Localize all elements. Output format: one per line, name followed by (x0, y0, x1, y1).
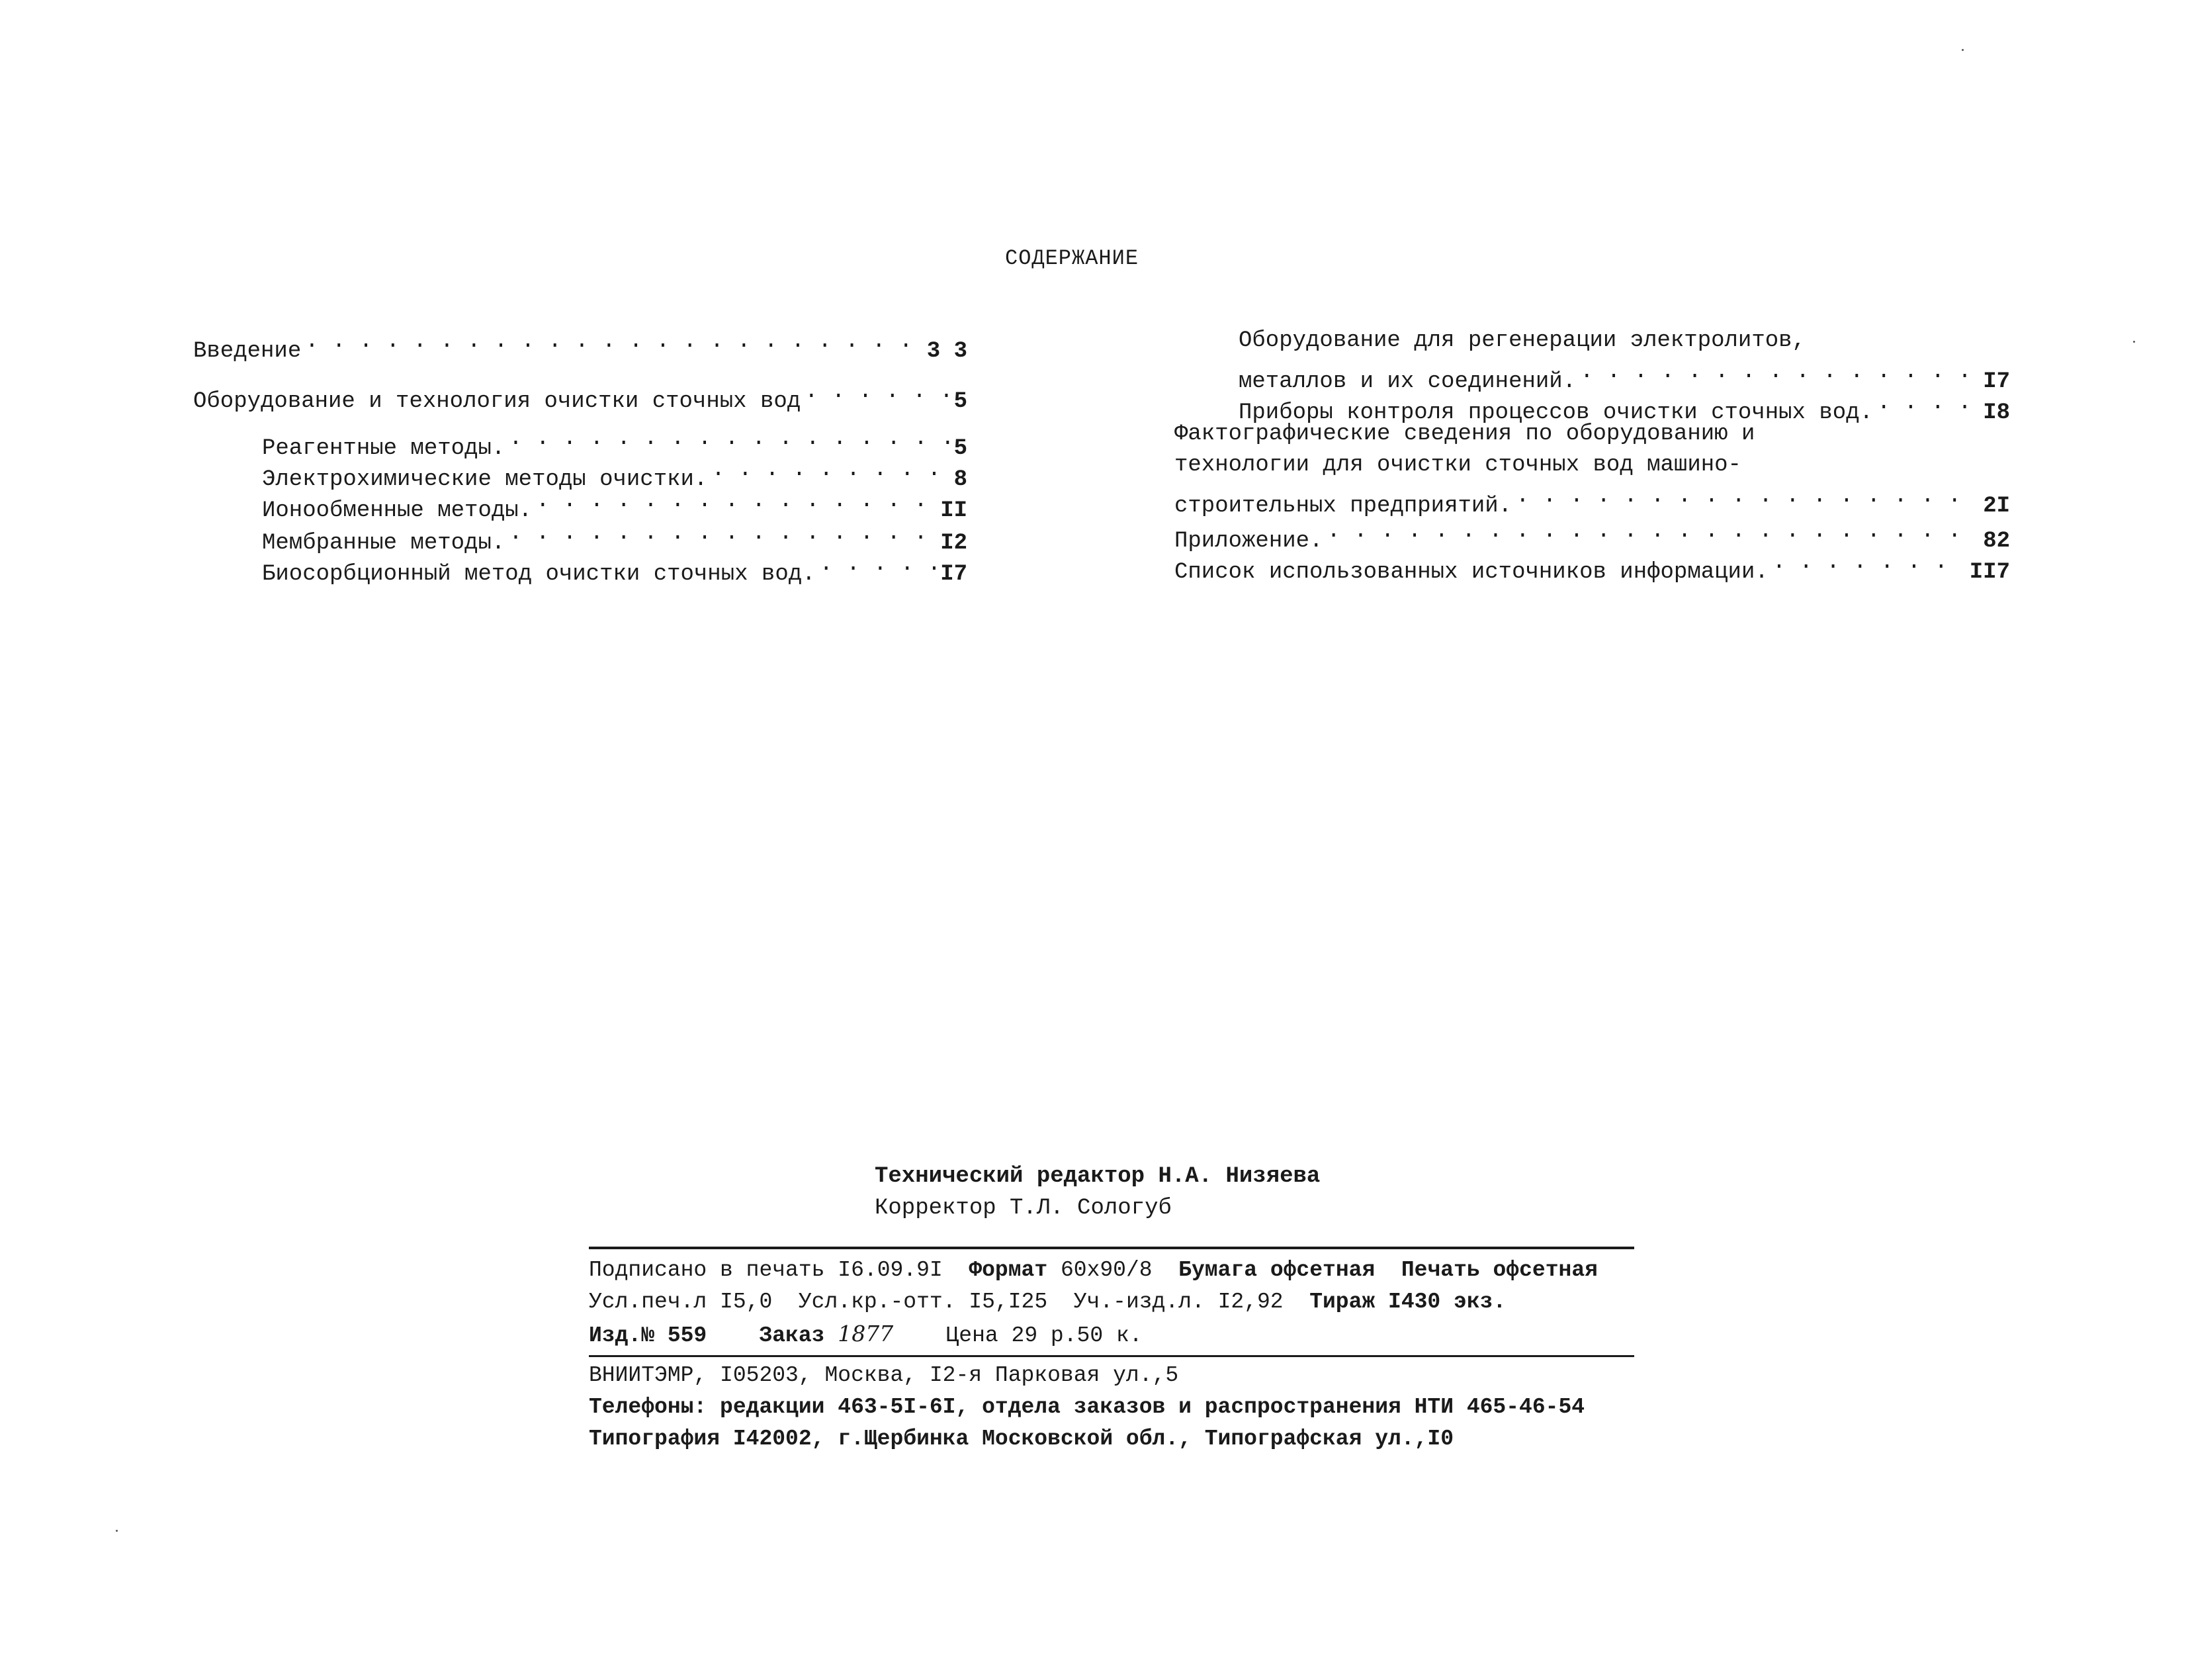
paper-type: Бумага офсетная (1178, 1258, 1376, 1282)
toc-label: Оборудование и технология очистки сточных вод (193, 389, 801, 414)
order-number-handwritten: 1877 (838, 1321, 894, 1347)
toc-facto-line2: технологии для очистки сточных вод машино- (1174, 453, 1741, 478)
scan-speck (116, 1530, 118, 1532)
toc-entry-sources (1174, 547, 2010, 588)
toc-page: 8 (953, 467, 967, 492)
format-value: 60х90/8 (1060, 1258, 1153, 1282)
toc-leader (1772, 547, 1966, 578)
toc-leader (1877, 388, 1979, 418)
toc-entry-equipment (193, 376, 967, 417)
format-label: Формат (969, 1258, 1048, 1282)
imprint-middle-rule (589, 1355, 1634, 1357)
toc-page: II (940, 498, 967, 523)
toc-entry-factographic (1174, 481, 2010, 521)
toc-label: Реагентные методы. (262, 436, 505, 461)
imprint-line-order (589, 1319, 1143, 1351)
imprint-top-rule (589, 1247, 1634, 1249)
scan-speck (1962, 49, 1964, 51)
izd-number: Изд.№ 559 (589, 1323, 707, 1348)
toc-label: Приложение. (1174, 529, 1323, 554)
toc-page: 82 (1983, 529, 2010, 554)
toc-label: Биосорбционный метод очистки сточных вод. (262, 562, 816, 587)
toc-page: II7 (1969, 560, 2010, 585)
signed-date: I6.09.9I (838, 1258, 943, 1282)
page-title: СОДЕРЖАНИЕ (1004, 246, 1139, 271)
toc-facto-line1: Фактографические сведения по оборудованию и (1174, 421, 1755, 447)
toc-page: 5 (953, 436, 967, 461)
price: Цена 29 р.50 к. (945, 1323, 1143, 1348)
order-label: Заказ (759, 1323, 825, 1348)
toc-label: строительных предприятий. (1174, 494, 1512, 519)
toc-label: Мембранные методы. (262, 531, 505, 556)
usl-pech: Усл.печ.л I5,0 (589, 1290, 773, 1314)
toc-label: Электрохимические методы очистки. (262, 467, 708, 492)
toc-leader (820, 549, 937, 580)
toc-label: Введение (193, 339, 302, 364)
imprint-line-volumes (589, 1287, 1506, 1317)
toc-page: I7 (1983, 369, 2010, 394)
toc-page: 5 (953, 389, 967, 414)
phones: Телефоны: редакции 463-5I-6I, отдела заказов и распространения НТИ 465-46-54 (589, 1395, 1585, 1419)
toc-leader (305, 326, 923, 357)
uch-izd: Уч.-изд.л. I2,92 (1073, 1290, 1284, 1314)
toc-leader (509, 518, 936, 549)
toc-page: I7 (940, 562, 967, 587)
corrector: Корректор Т.Л. Сологуб (875, 1196, 1172, 1221)
printing-house: Типография I42002, г.Щербинка Московской обл., Типографская ул.,I0 (589, 1427, 1454, 1451)
technical-editor: Технический редактор Н.А. Низяева (875, 1164, 1321, 1189)
publisher-address: ВНИИТЭМР, I05203, Москва, I2-я Парковая ул.,5 (589, 1363, 1179, 1388)
toc-leader (509, 423, 949, 454)
tirazh: Тираж I430 экз. (1309, 1290, 1507, 1314)
toc-entry-biosorption (262, 549, 967, 590)
toc-entry-intro (193, 326, 967, 367)
toc-leader (805, 376, 949, 407)
signed-label: Подписано в печать (589, 1258, 825, 1282)
scan-speck (2133, 341, 2135, 343)
toc-label: Ионообменные методы. (262, 498, 533, 523)
toc-leader (536, 486, 936, 516)
usl-kr-ott: Усл.кр.-отт. I5,I25 (798, 1290, 1048, 1314)
toc-label: металлов и их соединений. (1239, 369, 1577, 394)
imprint-line-signed (589, 1255, 1598, 1286)
toc-page: 3 3 (926, 339, 967, 364)
toc-leader (711, 455, 949, 485)
toc-leader (1516, 481, 1979, 511)
toc-label: Список использованных источников информации. (1174, 560, 1769, 585)
print-type: Печать офсетная (1401, 1258, 1598, 1282)
toc-regen-line1: Оборудование для регенерации электролитов, (1239, 328, 1806, 353)
toc-page: I2 (940, 531, 967, 556)
toc-label: Приборы контроля процессов очистки сточных вод. (1239, 400, 1873, 425)
toc-leader (1580, 357, 1979, 387)
toc-leader (1327, 516, 1979, 547)
toc-page: 2I (1983, 494, 2010, 519)
toc-page: I8 (1983, 400, 2010, 425)
